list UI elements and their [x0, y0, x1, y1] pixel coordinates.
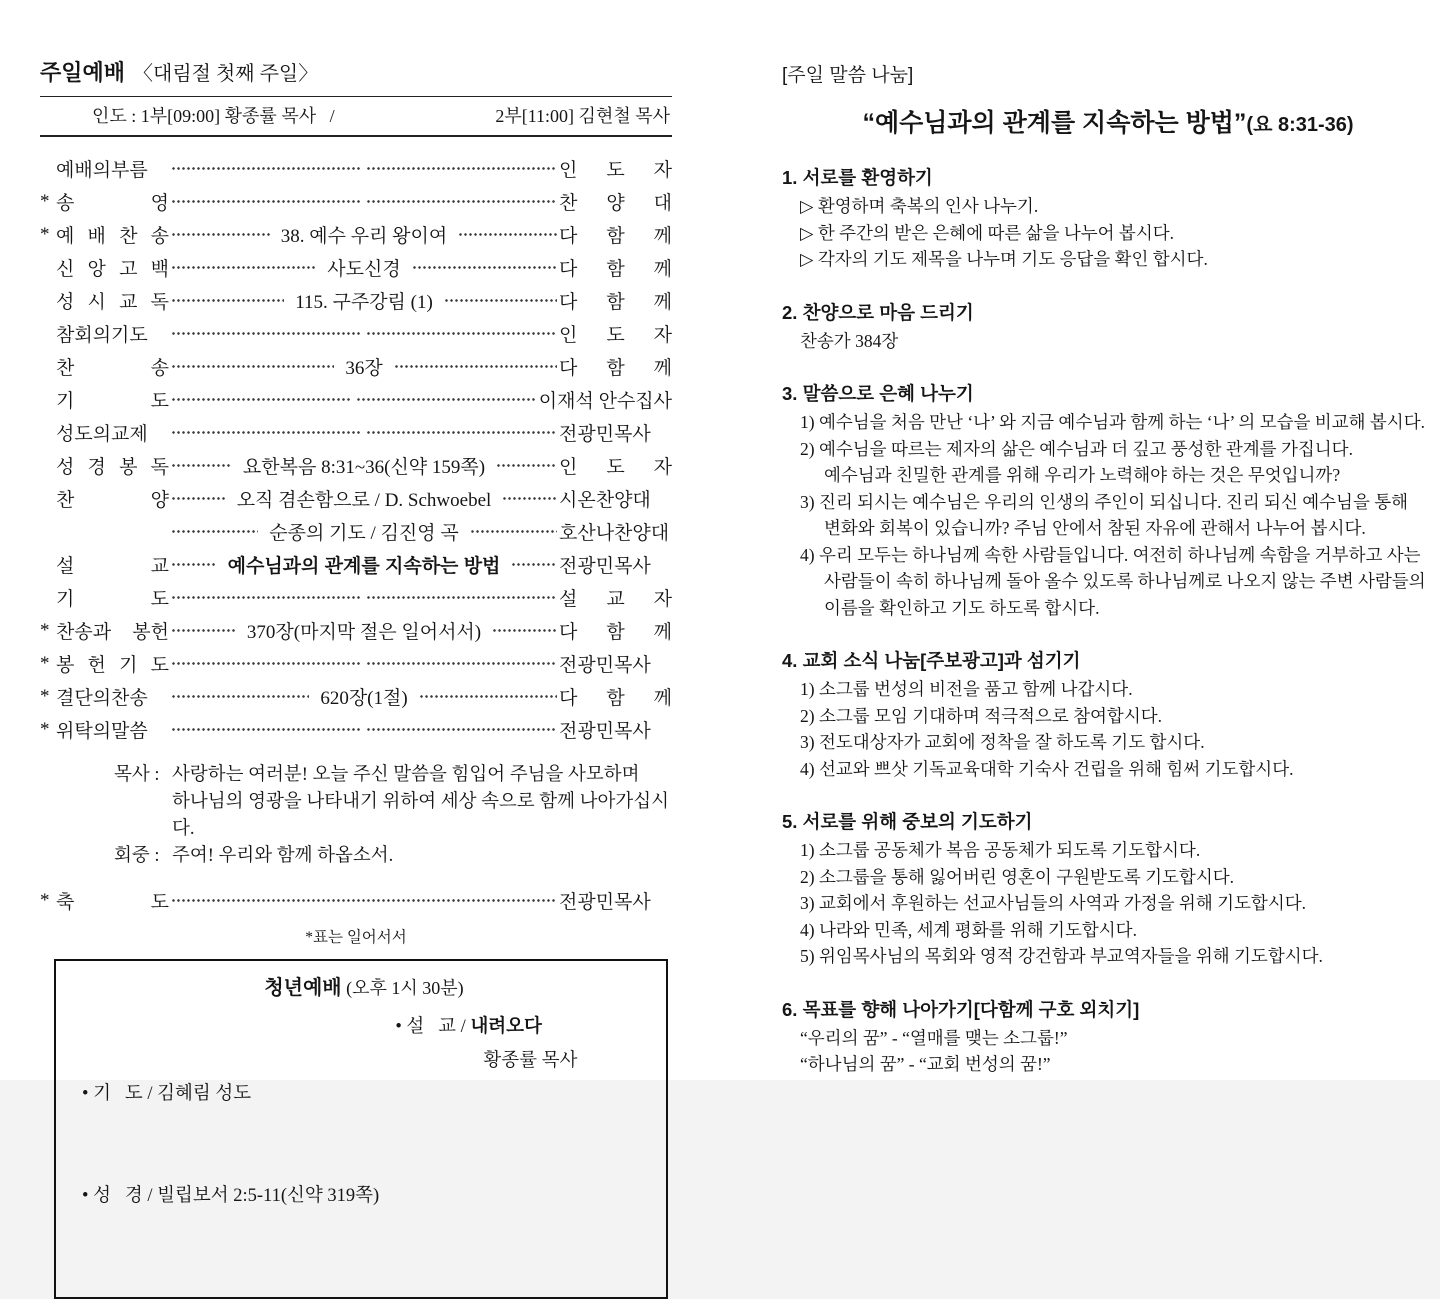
order-row [40, 350, 672, 383]
dotted-leader [171, 233, 270, 236]
order-row [40, 680, 672, 713]
section-slogan: “하나님의 꿈” - “교회 번성의 꿈!” [800, 1054, 1051, 1074]
second-service-leader: 2부[11:00] 김현철 목사 [495, 106, 670, 126]
order-item-label: 성 시 교 독 [56, 292, 169, 313]
order-item-label: 송 영 [56, 193, 169, 214]
order-item-detail: 순종의 기도 / 김진영 곡 [269, 523, 459, 544]
section-item: 1) 예수님을 처음 만난 ‘나’ 와 지금 예수님과 함께 하는 ‘나’ 의 모습을 비교해 봅시다. [800, 412, 1425, 432]
first-service-leader: 인도 : 1부[09:00] 황종률 목사 / [92, 106, 335, 126]
pastor-text-line1: 사랑하는 여러분! 오늘 주신 말씀을 힘입어 주님을 사모하며 [172, 765, 640, 785]
standing-asterisk: * [40, 889, 50, 911]
dotted-leader [171, 398, 352, 401]
standing-asterisk: * [40, 619, 50, 641]
section-item: 3) 진리 되시는 예수님은 우리의 인생의 주인이 되십니다. 진리 되신 예수님을 통해 [800, 491, 1409, 512]
order-row [40, 383, 672, 416]
dotted-leader [171, 464, 232, 467]
dotted-leader [171, 365, 334, 368]
order-item-by: 이재석 안수집사 [538, 391, 673, 412]
youth-sermon-label: • 설 교 / [395, 1017, 471, 1037]
dotted-leader [171, 629, 236, 632]
section-heading: 2. 찬양으로 마음 드리기 [782, 301, 974, 323]
dotted-leader [171, 332, 362, 335]
order-item-label: 기 도 [56, 589, 169, 610]
benediction-by: 전광민목사 [559, 892, 651, 913]
order-of-worship-list [40, 152, 672, 746]
section-item-continuation: 예수님과 친밀한 관계를 위해 우리가 노력해야 하는 것은 무엇입니까? [824, 465, 1341, 485]
dotted-leader [458, 233, 557, 236]
section-item-continuation: 사람들이 속히 하나님께 돌아 올수 있도록 하나님께로 나오지 않는 주변 사람들의 [824, 571, 1426, 591]
order-item-detail: 115. 구주강림 (1) [295, 292, 433, 313]
responsive-reading [114, 762, 672, 870]
youth-service-title: 청년예배 [264, 977, 342, 999]
section-heading: 6. 목표를 향해 나아가기[다함께 구호 외치기] [782, 998, 1140, 1020]
pastor-text [172, 762, 672, 843]
order-row-sermon [40, 548, 672, 581]
order-item-detail: 38. 예수 우리 왕이여 [280, 226, 448, 247]
youth-left-column [82, 1009, 395, 1281]
order-item-label: 찬송과 봉헌 [56, 622, 169, 643]
dotted-leader [366, 167, 557, 170]
order-item-by: 전광민목사 [559, 721, 651, 742]
order-row [40, 515, 672, 548]
order-item-by: 전광민목사 [559, 655, 651, 676]
order-item-detail: 요한복음 8:31~36(신약 159쪽) [242, 457, 486, 478]
sermon-notes-panel [782, 60, 1434, 1105]
dotted-leader [366, 200, 557, 203]
dotted-leader [412, 266, 557, 269]
section-praise [782, 300, 1434, 355]
order-item-label: 성 경 봉 독 [56, 457, 169, 478]
order-row [40, 185, 672, 218]
order-item-by: 다 함 께 [559, 688, 672, 709]
order-item-by: 다 함 께 [559, 226, 673, 247]
order-item-detail: 사도신경 [327, 259, 401, 280]
order-item-detail: 36장 [345, 358, 383, 379]
youth-sermon [395, 1009, 646, 1044]
order-item-label: 찬 양 [56, 490, 169, 511]
standing-asterisk: * [40, 223, 50, 245]
youth-service-time: (오후 1시 30분) [341, 978, 464, 998]
worship-order-panel [40, 56, 672, 1299]
worship-title: 주일예배 [40, 60, 126, 85]
dotted-leader [419, 695, 557, 698]
order-row [40, 581, 672, 614]
order-item-detail: 370장(마지막 절은 일어서서) [246, 622, 482, 643]
congregation-label: 회중 : [114, 846, 160, 866]
dotted-leader [171, 431, 362, 434]
order-item-by: 다 함 께 [559, 622, 673, 643]
order-item-by: 찬 양 대 [559, 193, 672, 214]
dotted-leader [444, 299, 557, 302]
section-item: 2) 소그룹 모임 기대하며 적극적으로 참여합시다. [800, 705, 1163, 726]
order-item-by: 다 함 께 [559, 259, 673, 280]
dotted-leader [356, 398, 537, 401]
order-item-label: 위탁의말씀 [56, 721, 148, 742]
order-row [40, 482, 672, 515]
section-item: ▷ 각자의 기도 제목을 나누며 기도 응답을 확인 합시다. [800, 249, 1208, 269]
order-row [40, 449, 672, 482]
section-slogan: “우리의 꿈” - “열매를 맺는 소그룹!” [800, 1027, 1068, 1048]
order-row [40, 614, 672, 647]
section-heading: 5. 서로를 위해 중보의 기도하기 [782, 811, 1033, 832]
order-item-label: 참회의기도 [56, 325, 148, 346]
dotted-leader [171, 200, 362, 203]
dotted-leader [470, 530, 557, 533]
worship-subtitle: 〈대림절 첫째 주일〉 [133, 63, 319, 85]
dotted-leader [171, 266, 316, 269]
order-item-by: 다 함 께 [559, 292, 672, 313]
youth-service-grid [82, 1009, 646, 1281]
section-item: ▷ 환영하며 축복의 인사 나누기. [800, 196, 1039, 216]
order-item-label: 예배의부름 [56, 160, 148, 181]
order-item-by: 설 교 자 [559, 589, 672, 610]
order-item-label: 신 앙 고 백 [56, 259, 169, 280]
order-item-by: 전광민목사 [559, 424, 651, 445]
section-heading: 4. 교회 소식 나눔[주보광고]과 섬기기 [782, 650, 1081, 671]
order-item-by: 시온찬양대 [559, 490, 651, 511]
section-item: 5) 위임목사님의 목회와 영적 강건함과 부교역자들을 위해 기도합시다. [800, 946, 1323, 966]
dotted-leader [366, 596, 557, 599]
order-item-by: 인 도 자 [559, 325, 672, 346]
dotted-leader [366, 332, 557, 335]
youth-scripture: • 성 경 / 빌립보서 2:5-11(신약 319쪽) [82, 1186, 380, 1206]
section-welcome [782, 165, 1434, 273]
pastor-line [114, 762, 672, 843]
order-row [40, 416, 672, 449]
section-item: 3) 교회에서 후원하는 선교사님들의 사역과 가정을 위해 기도합시다. [800, 893, 1307, 913]
section-item: 2) 예수님을 따르는 제자의 삶은 예수님과 더 깊고 풍성한 관계를 가집니다. [800, 438, 1353, 459]
dotted-leader [366, 662, 557, 665]
order-item-label: 설 교 [56, 556, 169, 577]
section-item: ▷ 한 주간의 받은 은혜에 따른 삶을 나누어 봅시다. [800, 222, 1175, 243]
congregation-line [114, 843, 672, 870]
order-item-label: 기 도 [56, 391, 169, 412]
benediction-row [40, 884, 672, 917]
sermon-notes-title-main: “예수님과의 관계를 지속하는 방법” [862, 109, 1247, 137]
worship-title-row [40, 56, 672, 87]
dotted-leader [171, 530, 258, 533]
order-item-label: 찬 송 [56, 358, 169, 379]
order-item-by: 인 도 자 [559, 457, 673, 478]
section-item: 4) 나라와 민족, 세계 평화를 위해 기도합시다. [800, 919, 1137, 940]
section-goal [782, 997, 1434, 1078]
youth-sermon-title: 내려오다 [470, 1015, 542, 1036]
order-row [40, 713, 672, 746]
dotted-leader [366, 431, 557, 434]
order-row [40, 284, 672, 317]
youth-prayer: • 기 도 / 김혜림 성도 [82, 1084, 252, 1104]
order-item-by: 호산나찬양대 [559, 523, 670, 544]
standing-asterisk: * [40, 190, 50, 212]
order-item-detail: 620장(1절) [320, 688, 408, 709]
order-item-by: 다 함 께 [559, 358, 673, 379]
standing-asterisk: * [40, 718, 50, 740]
standing-asterisk: * [40, 652, 50, 674]
section-item: 2) 소그룹을 통해 잃어버린 영혼이 구원받도록 기도합시다. [800, 866, 1235, 887]
section-item: 4) 우리 모두는 하나님께 속한 사람들입니다. 여전히 하나님께 속함을 거부하고 사는 [800, 544, 1421, 565]
dotted-leader [171, 167, 362, 170]
dotted-leader [366, 728, 557, 731]
dotted-leader [171, 728, 362, 731]
dotted-leader [171, 596, 362, 599]
sermon-notes-title [782, 103, 1434, 139]
dotted-leader [171, 662, 362, 665]
youth-right-column [395, 1009, 646, 1281]
section-item: 1) 소그룹 공동체가 복음 공동체가 되도록 기도합시다. [800, 840, 1201, 860]
order-row [40, 218, 672, 251]
sermon-notes-scripture-ref: (요 8:31-36) [1246, 114, 1354, 136]
order-row [40, 152, 672, 185]
section-word-sharing [782, 381, 1434, 621]
order-row [40, 317, 672, 350]
dotted-leader [171, 899, 557, 902]
order-item-label: 봉 헌 기 도 [56, 655, 169, 676]
standing-footnote: *표는 일어서서 [305, 929, 407, 946]
divider [40, 135, 672, 137]
section-heading: 1. 서로를 환영하기 [782, 167, 933, 188]
standing-asterisk: * [40, 685, 50, 707]
dotted-leader [502, 497, 557, 500]
sermon-notes-header: [주일 말씀 나눔] [782, 65, 914, 86]
order-item-detail: 오직 겸손함으로 / D. Schwoebel [236, 490, 492, 511]
benediction-label: 축 도 [56, 892, 169, 913]
order-item-by: 인 도 자 [559, 160, 672, 181]
order-item-by: 전광민목사 [559, 556, 651, 577]
section-intercession [782, 809, 1434, 970]
dotted-leader [496, 464, 557, 467]
congregation-text: 주여! 우리와 함께 하옵소서. [172, 846, 394, 866]
sermon-title: 예수님과의 관계를 지속하는 방법 [227, 556, 501, 577]
pastor-text-line2: 하나님의 영광을 나타내기 위하여 세상 속으로 함께 나아가십시다. [172, 792, 670, 839]
youth-service-box [54, 959, 668, 1299]
section-item: 3) 전도대상자가 교회에 정착을 잘 하도록 기도 합시다. [800, 732, 1205, 752]
section-item: 4) 선교와 쁘삿 기독교육대학 기숙사 건립을 위해 힘써 기도합시다. [800, 758, 1294, 779]
section-item: 1) 소그룹 번성의 비전을 품고 함께 나갑시다. [800, 679, 1133, 699]
order-row [40, 251, 672, 284]
dotted-leader [492, 629, 557, 632]
youth-title-row [82, 971, 646, 1000]
dotted-leader [511, 563, 557, 566]
dotted-leader [171, 497, 226, 500]
order-item-label: 예 배 찬 송 [56, 226, 169, 247]
dotted-leader [171, 299, 284, 302]
section-item-continuation: 변화와 회복이 있습니까? 주님 안에서 참된 자유에 관해서 나누어 봅시다. [824, 518, 1366, 538]
service-leaders-row [40, 97, 672, 135]
youth-preacher: 황종률 목사 [483, 1051, 578, 1071]
dotted-leader [394, 365, 557, 368]
pastor-label: 목사 : [114, 765, 160, 785]
section-item: 찬송가 384장 [800, 330, 899, 351]
order-item-label: 성도의교제 [56, 424, 148, 445]
dotted-leader [171, 563, 217, 566]
section-heading: 3. 말씀으로 은혜 나누기 [782, 383, 974, 404]
order-row [40, 647, 672, 680]
order-item-label: 결단의찬송 [56, 688, 148, 709]
dotted-leader [171, 695, 309, 698]
section-church-news [782, 648, 1434, 782]
section-item-continuation: 이름을 확인하고 기도 하도록 합시다. [824, 597, 1100, 618]
